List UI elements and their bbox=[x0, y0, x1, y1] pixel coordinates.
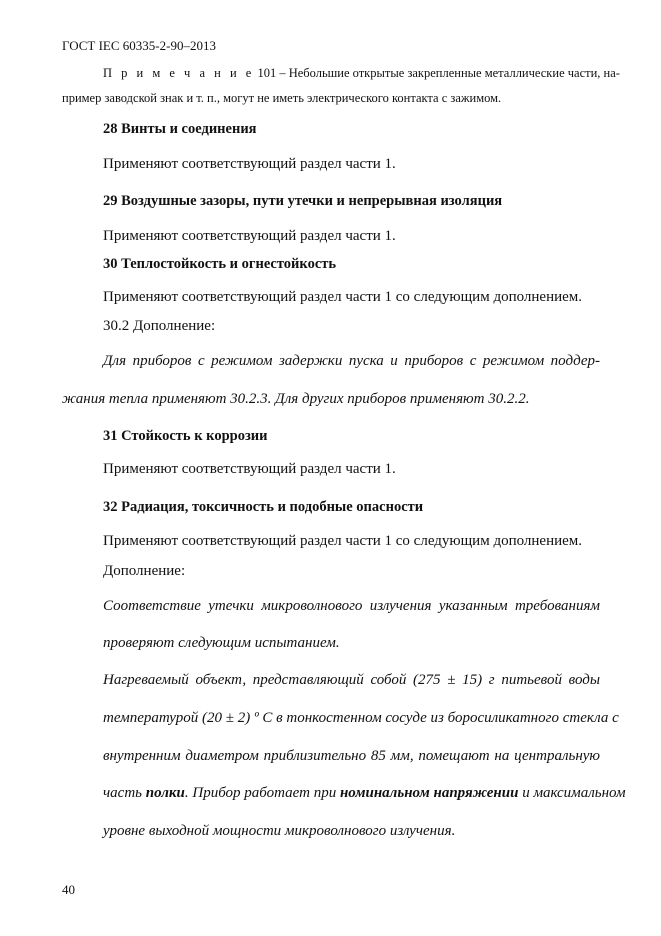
heading-30: 30 Теплостойкость и огнестойкость bbox=[103, 256, 337, 272]
subclause-30-2: 30.2 Дополнение: bbox=[103, 318, 216, 334]
supplement-label: Дополнение: bbox=[103, 563, 186, 579]
italic-32-p1-line-2: проверяют следующим испытанием. bbox=[103, 635, 340, 651]
heading-31: 31 Стойкость к коррозии bbox=[103, 428, 268, 444]
document-id: ГОСТ IEC 60335-2-90–2013 bbox=[62, 38, 216, 53]
text-30: Применяют соответствующий раздел части 1 со следующим дополнением. bbox=[103, 289, 583, 305]
text-31: Применяют соответствующий раздел части 1. bbox=[103, 461, 396, 477]
term-shelf: полки bbox=[145, 785, 185, 801]
italic-32-p2-line-3: внутренним диаметром приблизительно 85 мм, помещают на центральную bbox=[103, 748, 600, 764]
text-32: Применяют соответствующий раздел части 1 со следующим дополнением. bbox=[103, 533, 583, 549]
heading-29: 29 Воздушные зазоры, пути утечки и непрерывная изоляция bbox=[103, 193, 503, 209]
italic-30-line-2: жания тепла применяют 30.2.3. Для других приборов применяют 30.2.2. bbox=[62, 391, 530, 407]
italic-32-p2-line-5: уровне выходной мощности микроволнового излучения. bbox=[103, 823, 456, 839]
heading-32: 32 Радиация, токсичность и подобные опасности bbox=[103, 499, 424, 515]
italic-30-line-1: Для приборов с режимом задержки пуска и приборов с режимом поддер- bbox=[103, 353, 600, 369]
heading-28: 28 Винты и соединения bbox=[103, 121, 257, 137]
page-number: 40 bbox=[62, 882, 75, 897]
text-29: Применяют соответствующий раздел части 1. bbox=[103, 228, 396, 244]
note-text-1: 101 – Небольшие открытые закрепленные металлические части, на- bbox=[257, 66, 620, 80]
note-label: П р и м е ч а н и е bbox=[103, 66, 255, 80]
italic-32-p2-line-2: температурой (20 ± 2) º С в тонкостенном сосуде из боросиликатного стекла с bbox=[103, 710, 619, 726]
text-fragment: и максимальном bbox=[518, 785, 626, 801]
italic-32-p1-line-1: Соответствие утечки микроволнового излучения указанным требованиям bbox=[103, 598, 600, 614]
italic-32-p2-line-4 bbox=[103, 785, 626, 802]
text-28: Применяют соответствующий раздел части 1. bbox=[103, 156, 396, 172]
note-line-2: пример заводской знак и т. п., могут не иметь электрического контакта с зажимом. bbox=[62, 91, 502, 105]
italic-32-p2-line-1: Нагреваемый объект, представляющий собой (275 ± 15) г питьевой воды bbox=[103, 672, 600, 688]
term-rated-voltage: номинальном напряжении bbox=[339, 785, 519, 801]
note-line-1 bbox=[103, 66, 620, 81]
text-fragment: . Прибор работает при bbox=[184, 785, 340, 801]
text-fragment: часть bbox=[103, 785, 146, 801]
